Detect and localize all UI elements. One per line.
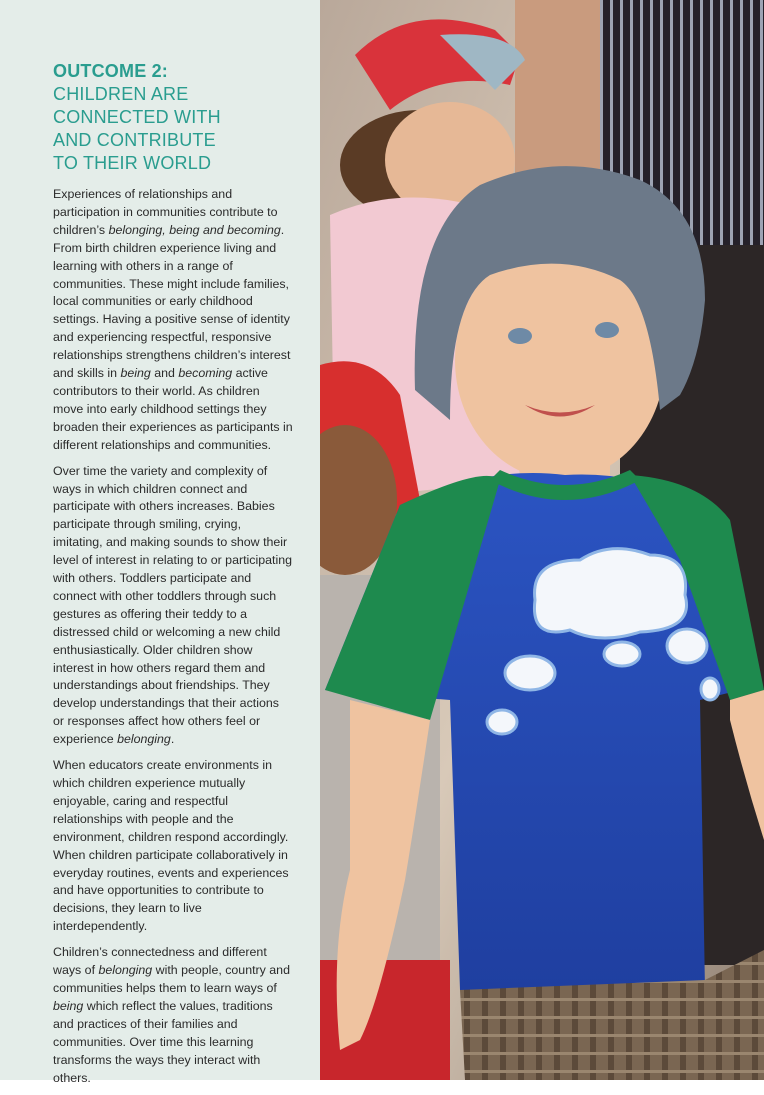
body-paragraph: Children’s connectedness and different ways of belonging with people, country and communities helps them to learn ways of being which reflect the values, traditions and practices of their families and communities. Over time this learning transforms the ways they interact with others.: [53, 945, 290, 1085]
body-paragraph: Experiences of relationships and participation in communities contribute to children’s belonging, being and becoming. From birth children experience living and learning with others in a range of communities. These might include families, local communities or early childhood settings. Having a positive sense of identity and experiencing respectful, responsive relationships strengthens children’s interest and skills in being and becoming active contributors to their world. As children move into early childhood settings they broaden their experiences as participants in different relationships and communities.: [53, 187, 293, 452]
photo-children-walking: [320, 0, 764, 1080]
boy-right-eye: [595, 322, 619, 338]
heading-line: CONNECTED WITH: [53, 107, 221, 127]
emphasis-term: becoming: [178, 366, 233, 381]
text-panel: [0, 0, 320, 1085]
emphasis-term: belonging: [117, 732, 171, 747]
heading-line: TO THEIR WORLD: [53, 153, 212, 173]
boy-left-eye: [508, 328, 532, 344]
heading-line: AND CONTRIBUTE: [53, 130, 216, 150]
emphasis-term: being: [120, 366, 151, 381]
body-paragraph: Over time the variety and complexity of ways in which children connect and participate with others increases. Babies participate through smiling, crying, imitating, and making sounds to show their level of interest in relating to or participating with others. Toddlers participate and connect with other toddlers through such gestures as offering their teddy to a distressed child or welcoming a new child enthusiastically. Older children show interest in how others regard them and understandings about friendships. They develop understandings that their actions or responses affect how others feel or experience belonging.: [53, 463, 292, 747]
outcome-label: OUTCOME 2:: [53, 61, 169, 81]
body-text: [53, 186, 293, 1095]
emphasis-term: belonging: [98, 963, 153, 978]
heading-line: CHILDREN ARE: [53, 84, 189, 104]
photo-illustration: [320, 0, 764, 1080]
emphasis-term: belonging, being and becoming: [108, 222, 281, 237]
body-paragraph: When educators create environments in which children experience mutually enjoyable, caring and respectful relationships with people and the environment, children respond accordingly. When children participate collaboratively in everyday routines, events and experiences and have opportunities to contribute to decisions, they learn to live interdependently.: [53, 758, 289, 934]
outcome-heading: [53, 60, 303, 175]
emphasis-term: being: [53, 998, 84, 1013]
